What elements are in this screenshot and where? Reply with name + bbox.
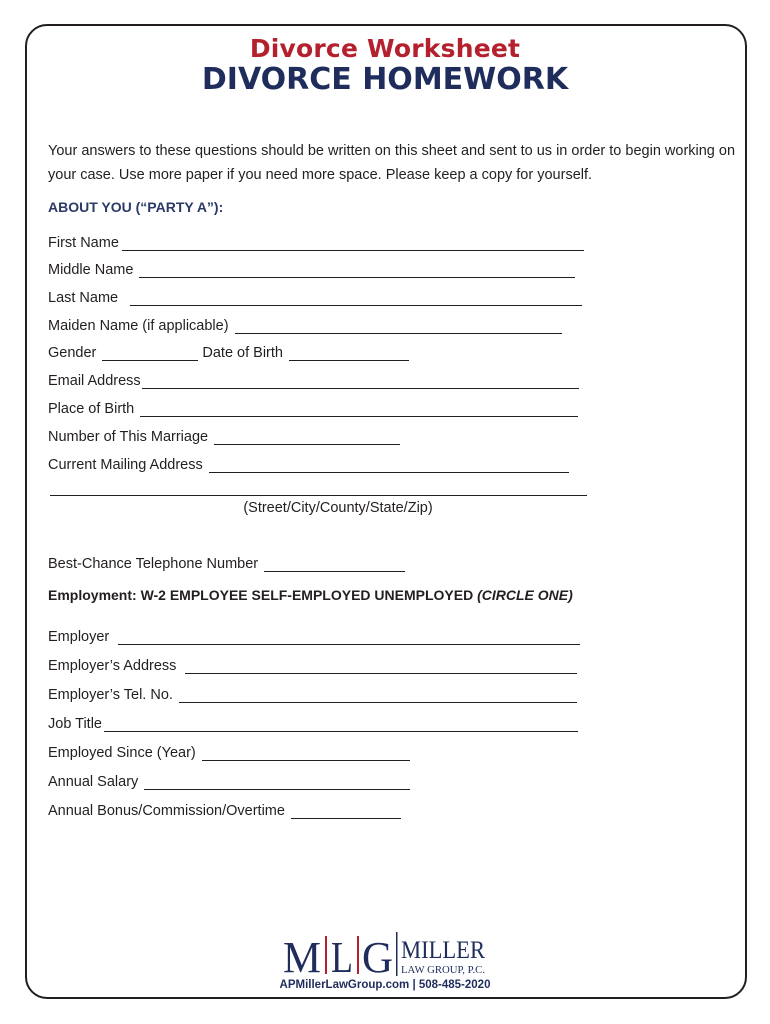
field-mailing-address	[48, 451, 569, 473]
employer-address-label: Employer’s Address	[48, 658, 177, 674]
logo-divider-1	[325, 936, 327, 974]
field-first-name	[48, 229, 584, 251]
employer-address-line[interactable]	[185, 658, 577, 674]
gender-label: Gender	[48, 345, 97, 361]
employer-tel-label: Employer’s Tel. No.	[48, 687, 173, 703]
field-annual-bonus	[48, 797, 401, 819]
annual-salary-label: Annual Salary	[48, 774, 139, 790]
mlg-logo	[283, 930, 498, 978]
employment-options[interactable]: Employment: W-2 EMPLOYEE SELF-EMPLOYED UNEMPLOYED	[48, 587, 474, 603]
employed-since-label: Employed Since (Year)	[48, 745, 196, 761]
email-label: Email Address	[48, 373, 141, 389]
annual-bonus-line[interactable]	[291, 803, 401, 819]
field-annual-salary	[48, 768, 410, 790]
field-middle-name	[48, 256, 575, 278]
email-line[interactable]	[142, 373, 579, 389]
field-employed-since	[48, 739, 410, 761]
field-marriage-number	[48, 423, 400, 445]
job-title-label: Job Title	[48, 716, 102, 732]
logo-letter-l: L	[331, 933, 353, 978]
field-gender-dob	[48, 339, 409, 361]
field-job-title	[48, 710, 578, 732]
mailing-address-label: Current Mailing Address	[48, 457, 203, 473]
phone-label: Best-Chance Telephone Number	[48, 556, 259, 572]
place-of-birth-label: Place of Birth	[48, 401, 135, 417]
employment-status-line	[48, 587, 573, 603]
maiden-name-line[interactable]	[235, 318, 562, 334]
last-name-line[interactable]	[130, 290, 582, 306]
mailing-address-line-2[interactable]	[50, 495, 587, 496]
job-title-line[interactable]	[104, 716, 578, 732]
address-caption: (Street/City/County/State/Zip)	[243, 500, 433, 516]
marriage-number-line[interactable]	[214, 429, 400, 445]
logo-letter-g: G	[362, 933, 393, 978]
field-email	[48, 367, 579, 389]
intro-text: Your answers to these questions should be written on this sheet and sent to us in order to begin working on your case. Use more paper if you need more space. Please keep a copy for yourself.	[48, 143, 736, 183]
dob-line[interactable]	[289, 345, 409, 361]
section-heading-about: ABOUT YOU (“PARTY A”):	[48, 199, 224, 215]
place-of-birth-line[interactable]	[140, 401, 578, 417]
maiden-name-label: Maiden Name (if applicable)	[48, 318, 229, 334]
field-maiden-name	[48, 312, 562, 334]
gender-line[interactable]	[102, 345, 198, 361]
field-place-of-birth	[48, 395, 578, 417]
logo-sub: LAW GROUP, P.C.	[401, 964, 486, 976]
field-last-name	[48, 284, 582, 306]
field-employer-tel	[48, 681, 577, 703]
worksheet-subtitle: Divorce Worksheet	[249, 34, 521, 63]
annual-bonus-label: Annual Bonus/Commission/Overtime	[48, 803, 285, 819]
employed-since-line[interactable]	[202, 745, 410, 761]
employer-label: Employer	[48, 629, 110, 645]
page-title: DIVORCE HOMEWORK	[201, 62, 569, 97]
marriage-number-label: Number of This Marriage	[48, 429, 209, 445]
field-employer	[48, 623, 580, 645]
footer-contact[interactable]: APMillerLawGroup.com | 508-485-2020	[279, 979, 491, 991]
first-name-label: First Name	[48, 235, 119, 251]
field-employer-address	[48, 652, 577, 674]
employer-tel-line[interactable]	[179, 687, 577, 703]
employer-line[interactable]	[118, 629, 580, 645]
logo-divider-2	[357, 936, 359, 974]
mailing-address-line[interactable]	[209, 457, 569, 473]
middle-name-line[interactable]	[139, 262, 575, 278]
field-phone	[48, 550, 405, 572]
first-name-line[interactable]	[122, 235, 584, 251]
phone-line[interactable]	[264, 556, 405, 572]
middle-name-label: Middle Name	[48, 262, 134, 278]
logo-letter-m: M	[283, 933, 321, 978]
dob-label: Date of Birth	[202, 345, 283, 361]
annual-salary-line[interactable]	[144, 774, 410, 790]
last-name-label: Last Name	[48, 290, 119, 306]
logo-divider-3	[396, 932, 398, 976]
employment-note: (CIRCLE ONE)	[477, 587, 573, 603]
logo-name: MILLER	[401, 937, 486, 964]
